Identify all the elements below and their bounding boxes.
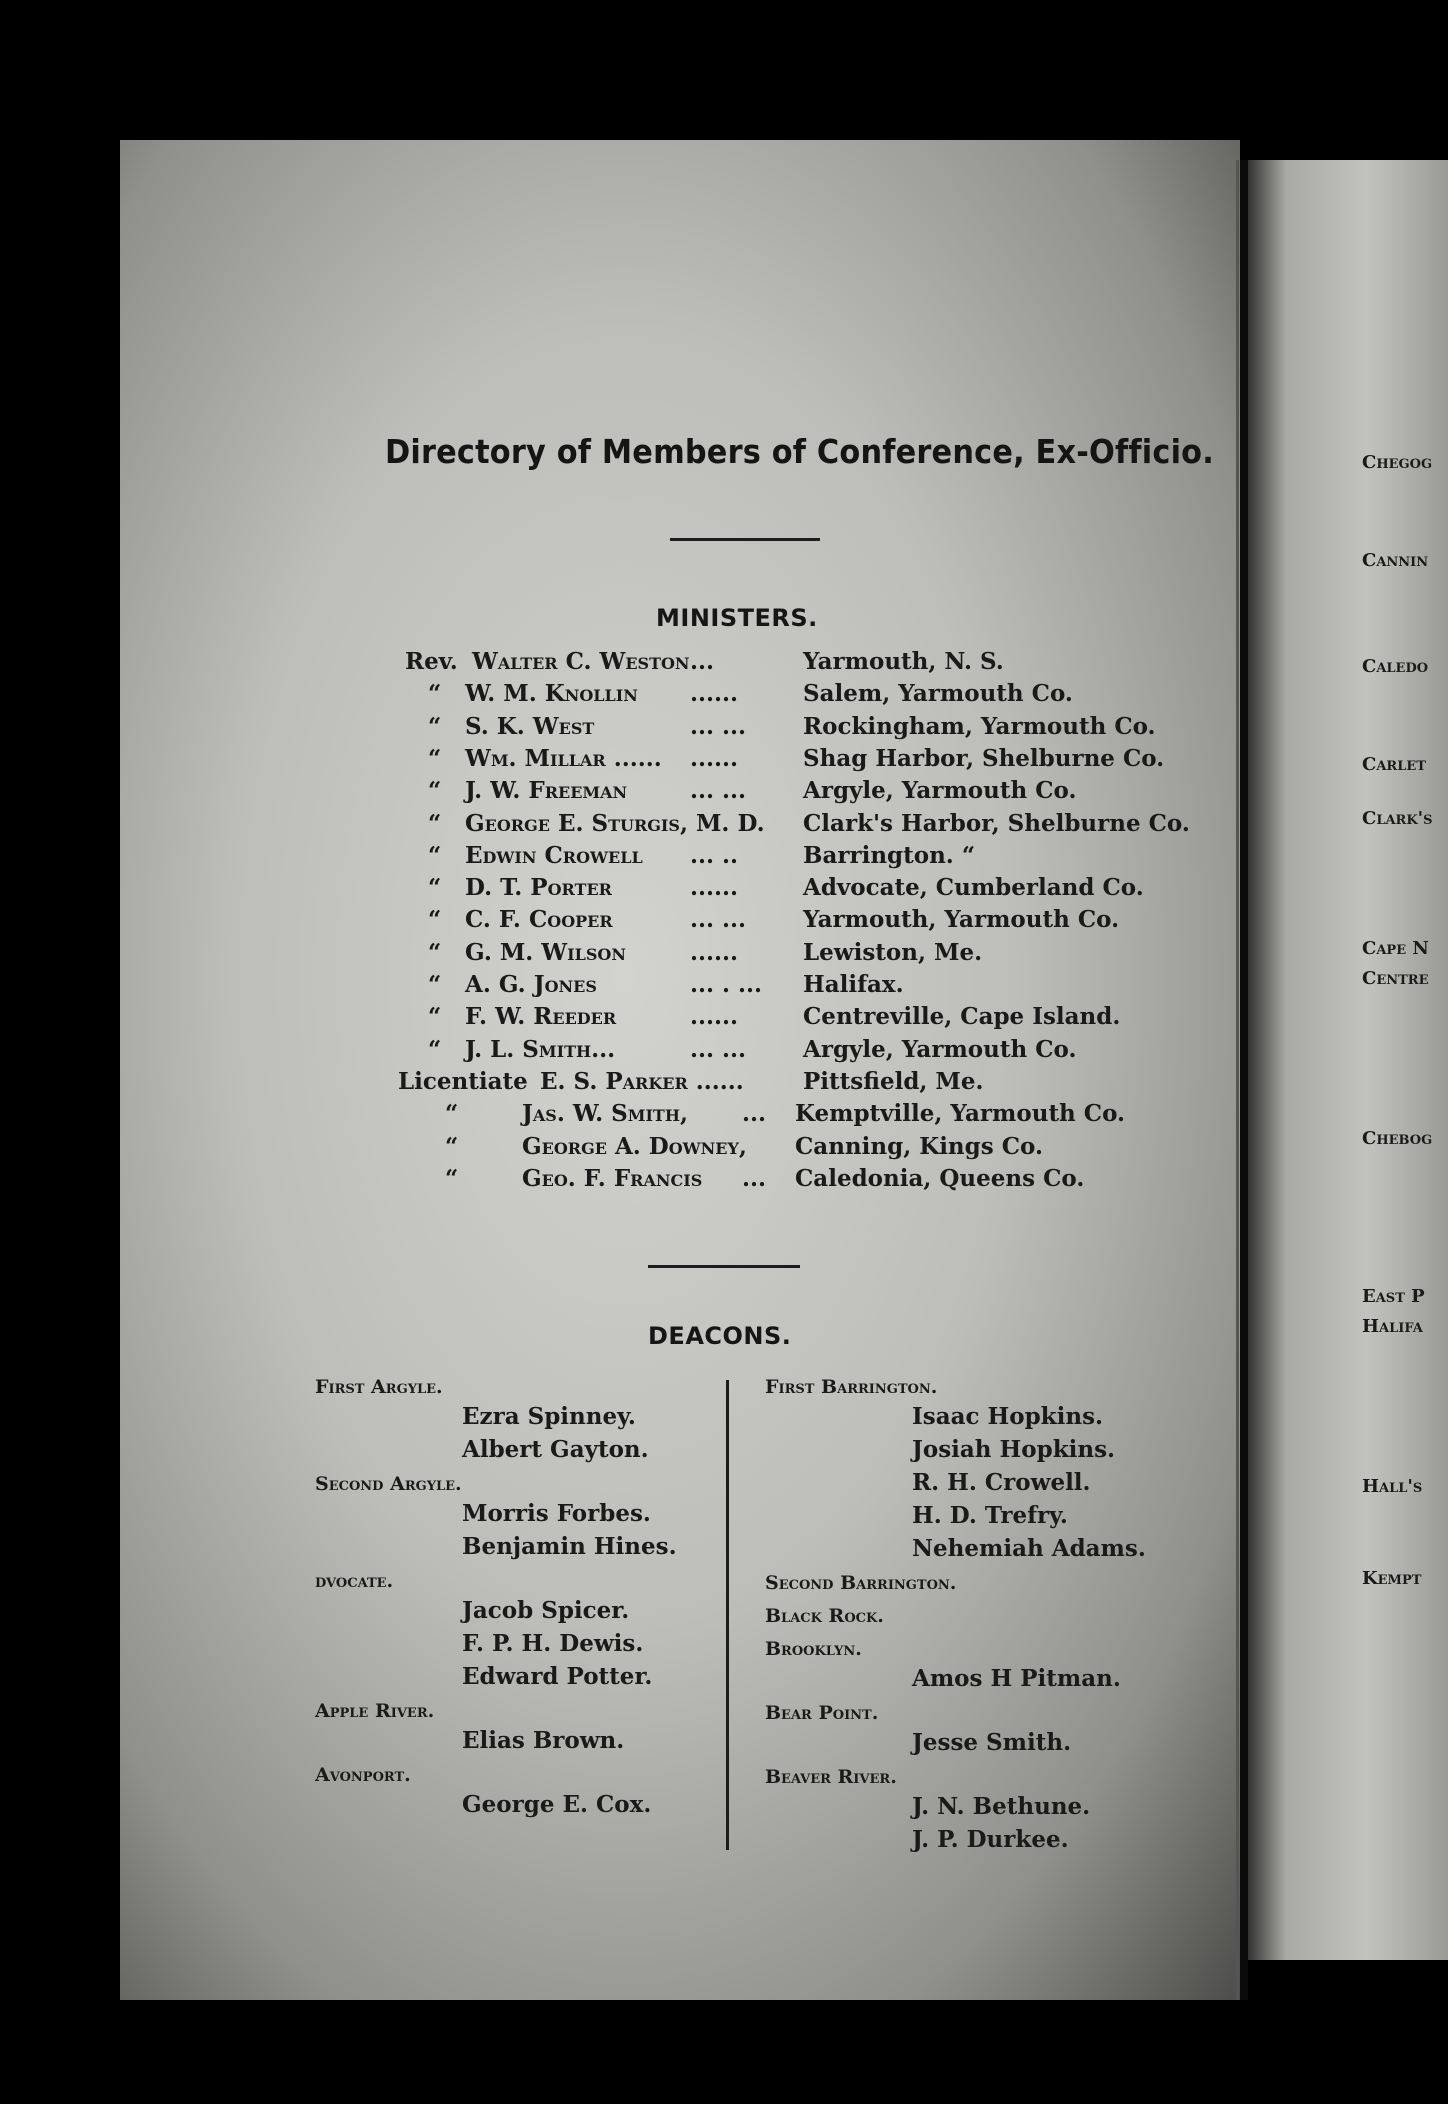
minister-location: Halifax. (803, 971, 904, 998)
minister-name: E. S. Parker ...... (540, 1068, 744, 1095)
minister-name: Wm. Millar ...... (465, 745, 662, 772)
minister-name: F. W. Reeder (465, 1003, 617, 1030)
deacon-name: F. P. H. Dewis. (462, 1630, 644, 1657)
deacon-name: Elias Brown. (462, 1727, 625, 1754)
minister-prefix: “ (428, 745, 442, 772)
minister-name: J. L. Smith... (465, 1036, 616, 1063)
minister-name: Geo. F. Francis (522, 1165, 703, 1192)
minister-location: Yarmouth, N. S. (803, 648, 1004, 675)
minister-location: Caledonia, Queens Co. (795, 1165, 1085, 1192)
deacon-name: Benjamin Hines. (462, 1533, 677, 1560)
minister-leader-dots: ...... (690, 939, 739, 966)
minister-prefix: “ (428, 713, 442, 740)
minister-location: Canning, Kings Co. (795, 1133, 1043, 1160)
minister-leader-dots: ... .. (690, 842, 739, 869)
ministers-heading: MINISTERS. (656, 604, 818, 632)
minister-location: Shag Harbor, Shelburne Co. (803, 745, 1165, 772)
minister-name: Edwin Crowell (465, 842, 643, 869)
deacon-church: Bear Point. (765, 1702, 879, 1724)
deacon-name: Nehemiah Adams. (912, 1535, 1146, 1562)
deacon-name: Josiah Hopkins. (912, 1436, 1116, 1463)
minister-name: W. M. Knollin (465, 680, 638, 707)
minister-prefix: “ (428, 842, 442, 869)
deacon-church: Avonport. (315, 1764, 411, 1786)
deacon-church: Black Rock. (765, 1605, 884, 1627)
right-page (1245, 160, 1448, 1960)
minister-leader-dots: ... . ... (690, 971, 763, 998)
minister-location: Kemptville, Yarmouth Co. (795, 1100, 1126, 1127)
right-page-fragment: East P (1362, 1286, 1425, 1307)
right-page-fragment: Carlet (1362, 754, 1426, 775)
minister-prefix: “ (428, 939, 442, 966)
minister-prefix: “ (428, 906, 442, 933)
deacon-name: Amos H Pitman. (912, 1665, 1121, 1692)
right-page-fragment: Cape N (1362, 938, 1429, 959)
minister-name: A. G. Jones (465, 971, 597, 998)
deacon-name: Isaac Hopkins. (912, 1403, 1104, 1430)
deacon-name: J. N. Bethune. (912, 1793, 1091, 1820)
minister-name: George A. Downey, (522, 1133, 747, 1160)
deacon-name: Jesse Smith. (912, 1729, 1072, 1756)
minister-prefix: “ (445, 1133, 459, 1160)
minister-prefix: “ (428, 777, 442, 804)
deacons-heading: DEACONS. (648, 1322, 792, 1350)
deacon-church: First Argyle. (315, 1376, 443, 1398)
deacon-church: Brooklyn. (765, 1638, 862, 1660)
minister-prefix: “ (428, 971, 442, 998)
deacon-church: Second Argyle. (315, 1473, 462, 1495)
column-divider (726, 1380, 729, 1850)
right-page-fragment: Cannin (1362, 550, 1429, 571)
right-page-fragment: Halifa (1362, 1316, 1423, 1337)
deacon-name: Jacob Spicer. (462, 1597, 630, 1624)
minister-leader-dots: ... ... (690, 713, 747, 740)
minister-prefix: “ (428, 874, 442, 901)
minister-prefix: “ (428, 1003, 442, 1030)
minister-leader-dots: ... ... (690, 1036, 747, 1063)
minister-leader-dots: ... ... (690, 777, 747, 804)
minister-leader-dots: ... (690, 648, 715, 675)
minister-name: Jas. W. Smith, (522, 1100, 688, 1127)
minister-prefix: “ (445, 1100, 459, 1127)
minister-prefix: “ (428, 1036, 442, 1063)
deacon-name: R. H. Crowell. (912, 1469, 1091, 1496)
right-page-fragment: Chebog (1362, 1128, 1433, 1149)
deacon-name: Morris Forbes. (462, 1500, 651, 1527)
minister-leader-dots: ...... (690, 745, 739, 772)
deacon-church: Second Barrington. (765, 1572, 957, 1594)
right-page-fragment: Clark's (1362, 808, 1433, 829)
right-page-fragment: Caledo (1362, 656, 1429, 677)
minister-location: Lewiston, Me. (803, 939, 983, 966)
deacon-church: Beaver River. (765, 1766, 897, 1788)
page-fold-shadow (1236, 160, 1239, 2000)
deacon-name: H. D. Trefry. (912, 1502, 1068, 1529)
page-gutter (1240, 160, 1248, 2000)
minister-leader-dots: ...... (690, 874, 739, 901)
page-title: Directory of Members of Conference, Ex-Officio. (385, 432, 1214, 471)
deacon-name: George E. Cox. (462, 1791, 652, 1818)
minister-prefix: “ (428, 810, 442, 837)
minister-name: S. K. West (465, 713, 595, 740)
minister-location: Clark's Harbor, Shelburne Co. (803, 810, 1190, 837)
minister-location: Argyle, Yarmouth Co. (803, 1036, 1077, 1063)
minister-leader-dots: ...... (690, 1003, 739, 1030)
minister-prefix: Licentiate (398, 1068, 528, 1095)
minister-location: Advocate, Cumberland Co. (803, 874, 1144, 901)
deacon-name: Edward Potter. (462, 1663, 653, 1690)
minister-name: G. M. Wilson (465, 939, 626, 966)
minister-location: Argyle, Yarmouth Co. (803, 777, 1077, 804)
deacon-name: Ezra Spinney. (462, 1403, 636, 1430)
divider-rule (670, 538, 820, 541)
right-page-fragment: Hall's (1362, 1476, 1423, 1497)
minister-location: Pittsfield, Me. (803, 1068, 984, 1095)
minister-location: Rockingham, Yarmouth Co. (803, 713, 1156, 740)
minister-location: Salem, Yarmouth Co. (803, 680, 1073, 707)
divider-rule (648, 1265, 800, 1268)
deacon-name: J. P. Durkee. (912, 1826, 1069, 1853)
minister-location: Barrington. “ (803, 842, 976, 869)
minister-name: D. T. Porter (465, 874, 612, 901)
deacon-church: Apple River. (315, 1700, 435, 1722)
minister-leader-dots: ... (742, 1165, 767, 1192)
minister-name: C. F. Cooper (465, 906, 613, 933)
minister-name: J. W. Freeman (465, 777, 628, 804)
minister-leader-dots: ... ... (690, 906, 747, 933)
minister-leader-dots: ...... (690, 680, 739, 707)
minister-name: Walter C. Weston (472, 648, 690, 675)
minister-prefix: Rev. (405, 648, 458, 675)
right-page-fragment: Kempt (1362, 1568, 1422, 1589)
minister-location: Centreville, Cape Island. (803, 1003, 1121, 1030)
minister-name: George E. Sturgis, M. D. (465, 810, 765, 837)
minister-prefix: “ (428, 680, 442, 707)
right-page-fragment: Chegog (1362, 452, 1433, 473)
right-page-fragment: Centre (1362, 968, 1429, 989)
minister-location: Yarmouth, Yarmouth Co. (803, 906, 1120, 933)
deacon-church: dvocate. (315, 1570, 394, 1592)
deacon-church: First Barrington. (765, 1376, 938, 1398)
minister-leader-dots: ... (742, 1100, 767, 1127)
minister-prefix: “ (445, 1165, 459, 1192)
deacon-name: Albert Gayton. (462, 1436, 649, 1463)
